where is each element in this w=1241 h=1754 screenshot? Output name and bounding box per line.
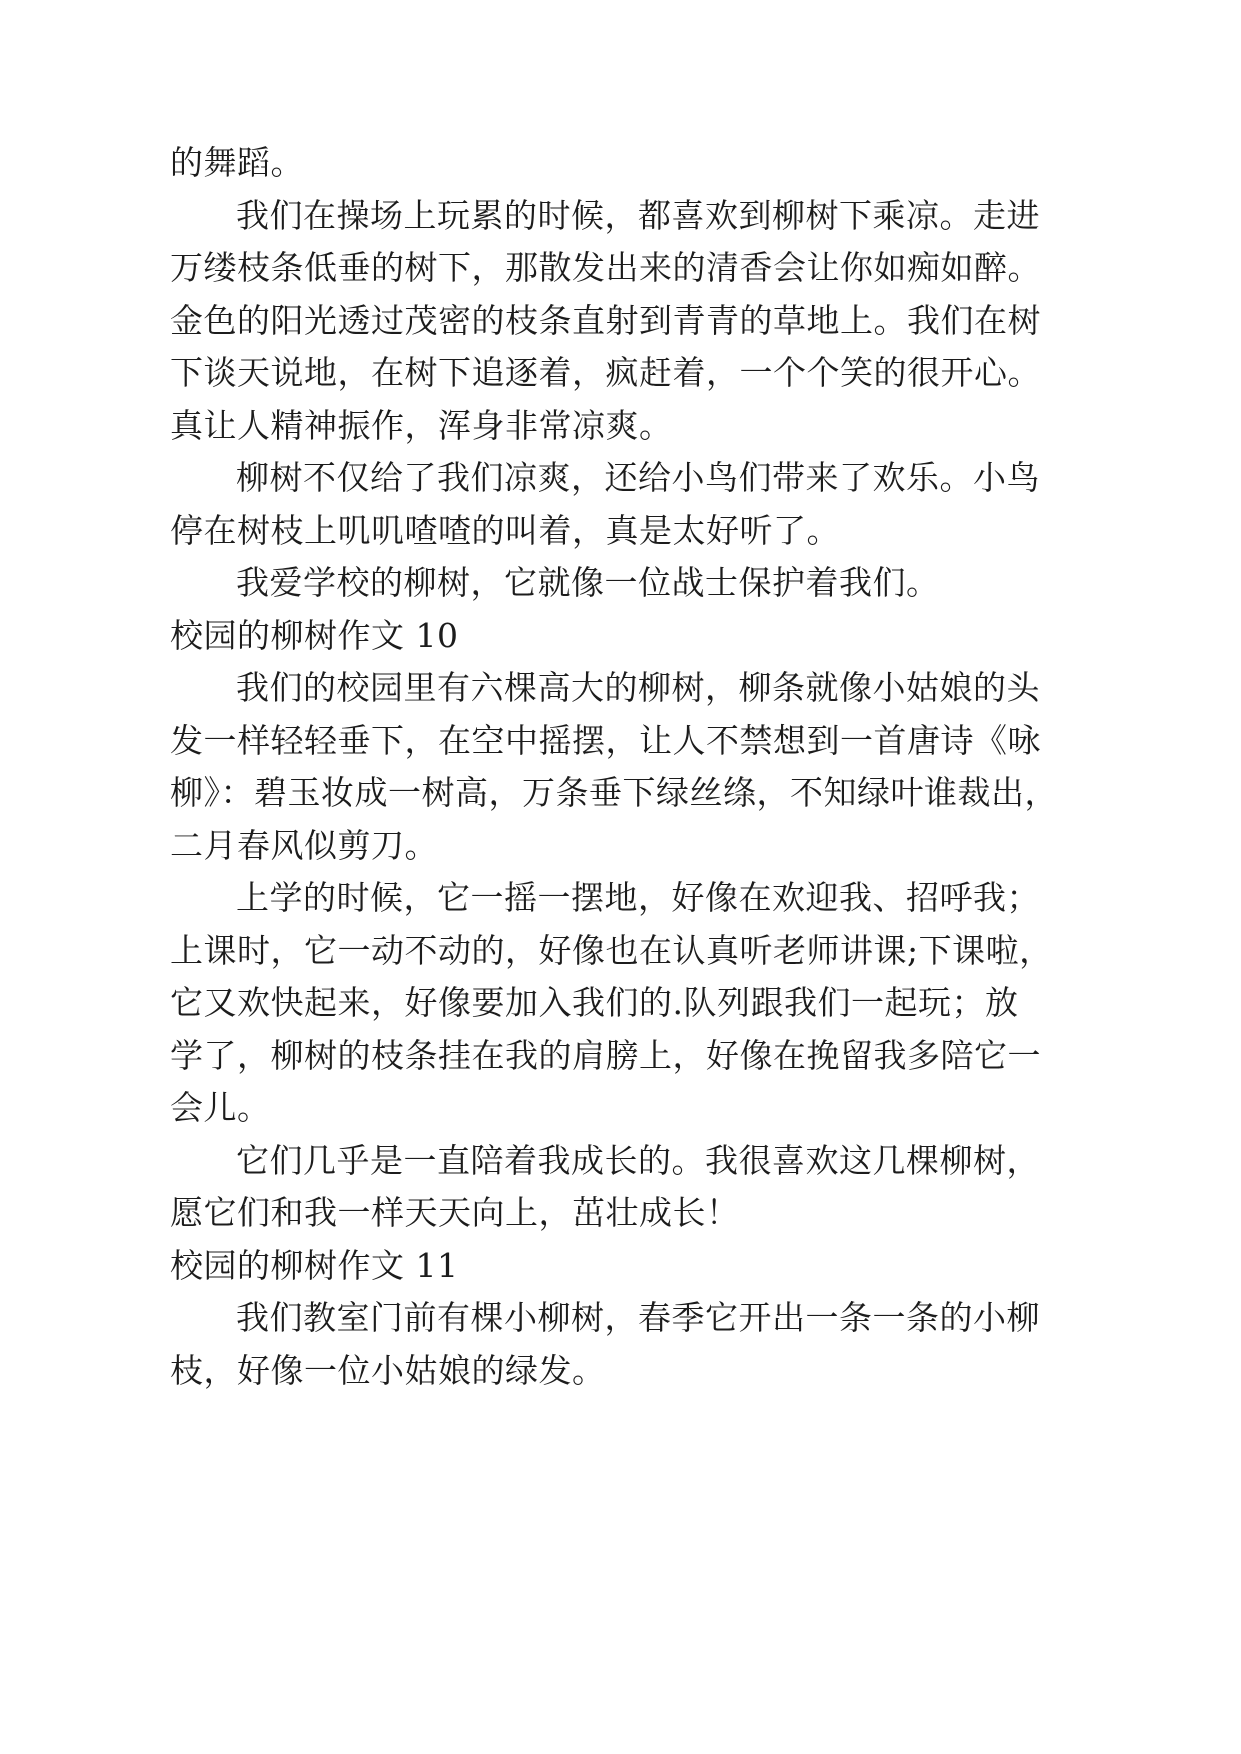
text-line: 停在树枝上叽叽喳喳的叫着，真是太好听了。: [170, 510, 840, 550]
paragraph-start-line: 我们的校园里有六棵高大的柳树，柳条就像小姑娘的头: [236, 668, 1040, 707]
text-line: 金色的阳光透过茂密的枝条直射到青青的草地上。我们在树: [170, 300, 1041, 340]
paragraph-start-line: 上学的时候，它一摇一摆地，好像在欢迎我、招呼我；: [236, 878, 1040, 917]
paragraph-start-line: 它们几乎是一直陪着我成长的。我很喜欢这几棵柳树，: [236, 1140, 1040, 1180]
text-line: 学了，柳树的枝条挂在我的肩膀上，好像在挽留我多陪它一: [170, 1035, 1041, 1075]
text-line: 它又欢快起来，好像要加入我们的.队列跟我们一起玩；放: [170, 983, 1019, 1022]
essay-title: 校园的柳树作文 10: [170, 615, 459, 655]
paragraph-start-line: 柳树不仅给了我们凉爽，还给小鸟们带来了欢乐。小鸟: [236, 458, 1040, 497]
text-line: 上课时，它一动不动的，好像也在认真听老师讲课;下课啦，: [170, 930, 1053, 970]
text-line: 的舞蹈。: [170, 143, 304, 182]
text-line: 柳》：碧玉妆成一树高，万条垂下绿丝绦，不知绿叶谁裁出，: [170, 773, 1058, 812]
paragraph-start-line: 我们教室门前有棵小柳树，春季它开出一条一条的小柳: [236, 1298, 1040, 1337]
paragraph-start-line: 我爱学校的柳树，它就像一位战士保护着我们。: [236, 563, 940, 602]
text-line: 二月春风似剪刀。: [170, 825, 438, 865]
text-line: 下谈天说地，在树下追逐着，疯赶着，一个个笑的很开心。: [170, 353, 1041, 392]
essay-title: 校园的柳树作文 11: [170, 1245, 459, 1285]
paragraph-start-line: 我们在操场上玩累的时候，都喜欢到柳树下乘凉。走进: [236, 195, 1040, 235]
text-line: 枝，好像一位小姑娘的绿发。: [170, 1350, 606, 1390]
text-line: 会儿。: [170, 1088, 271, 1127]
text-line: 万缕枝条低垂的树下，那散发出来的清香会让你如痴如醉。: [170, 248, 1041, 287]
text-line: 愿它们和我一样天天向上，茁壮成长！: [170, 1193, 740, 1232]
text-line: 真让人精神振作，浑身非常凉爽。: [170, 405, 673, 445]
text-line: 发一样轻轻垂下，在空中摇摆，让人不禁想到一首唐诗《咏: [170, 720, 1041, 760]
document-page: [170, 137, 1100, 1397]
